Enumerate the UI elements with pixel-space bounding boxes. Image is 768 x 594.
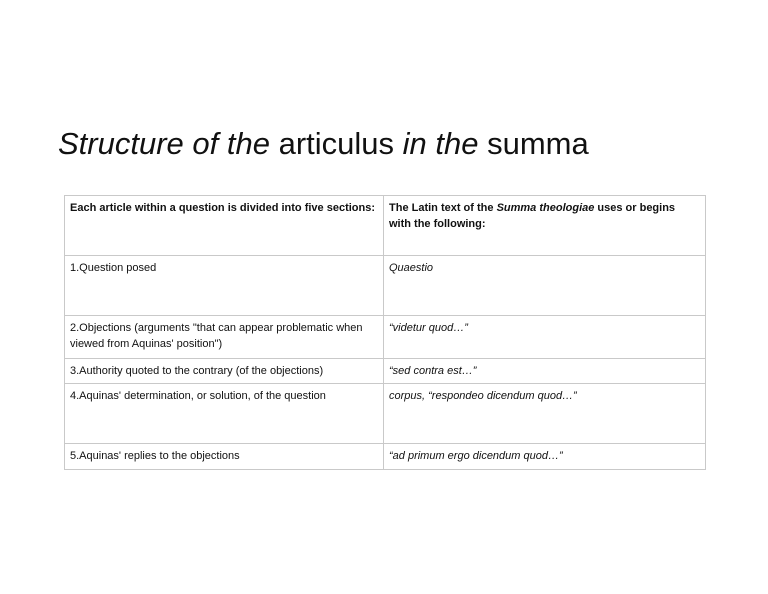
section-cell: 1.Question posed	[65, 256, 384, 316]
table-header-row	[65, 196, 706, 256]
table-row	[65, 359, 706, 384]
header-cell-sections: Each article within a question is divided into five sections:	[65, 196, 384, 256]
title-part-italic-1: Structure of the	[58, 126, 270, 161]
section-cell: 4.Aquinas' determination, or solution, of the question	[65, 384, 384, 444]
latin-cell: “ad primum ergo dicendum quod…”	[384, 444, 706, 470]
section-cell: 3.Authority quoted to the contrary (of the objections)	[65, 359, 384, 384]
title-part-roman-1: articulus	[278, 126, 395, 161]
table-row	[65, 256, 706, 316]
latin-cell: corpus, “respondeo dicendum quod…”	[384, 384, 706, 444]
latin-cell: “sed contra est…”	[384, 359, 706, 384]
page-title	[58, 122, 589, 166]
header-latin-prefix: The Latin text of the	[389, 202, 497, 214]
title-part-roman-2: summa	[487, 126, 589, 161]
table-row	[65, 384, 706, 444]
section-cell: 2.Objections (arguments "that can appear problematic when viewed from Aquinas' position")	[65, 316, 384, 359]
table-row	[65, 444, 706, 470]
latin-cell: Quaestio	[384, 256, 706, 316]
section-cell: 5.Aquinas' replies to the objections	[65, 444, 384, 470]
latin-cell: “videtur quod…”	[384, 316, 706, 359]
title-part-italic-2: in the	[402, 126, 479, 161]
header-latin-suffix: uses or begins with the following:	[389, 202, 676, 230]
header-latin-title: Summa theologiae	[496, 202, 595, 214]
table-row	[65, 316, 706, 359]
articulus-structure-table	[64, 195, 706, 470]
header-cell-latin	[384, 196, 706, 256]
